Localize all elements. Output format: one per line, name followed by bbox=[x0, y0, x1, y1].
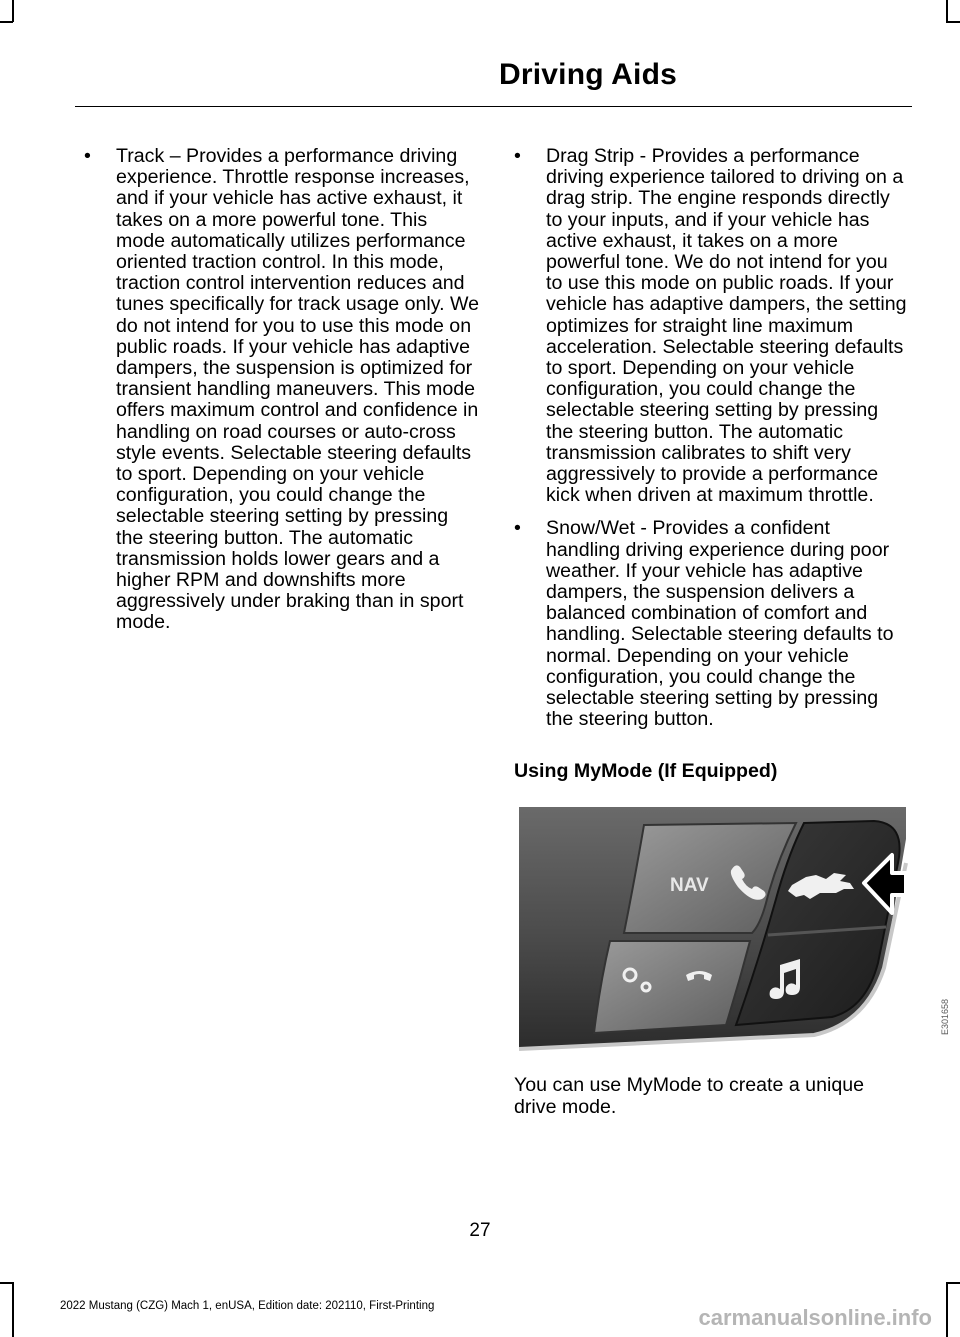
watermark: carmanualsonline.info bbox=[698, 1305, 932, 1330]
bullet-text: Snow/Wet - Provides a confident handling driving experience during poor weather. If your vehicle has adaptive dampers, the suspension delivers a balanced combination of comfort and handling. Selectable steering defaults to normal. Depending on your vehicle configuration, you could change the selectable steering setting by pressing the steering button. bbox=[546, 517, 894, 731]
left-column bbox=[84, 146, 479, 646]
header-divider bbox=[75, 106, 912, 107]
right-bullet-list bbox=[514, 146, 909, 730]
mymode-paragraph: You can use MyMode to create a unique drive mode. bbox=[514, 1074, 865, 1118]
nav-label: NAV bbox=[670, 875, 709, 897]
bullet-text: Drag Strip - Provides a performance driving experience tailored to driving on a drag strip. The engine responds directly to your inputs, and if your vehicle has active exhaust, it takes on a more powerful tone. We do not intend for you to use this mode on public roads. If your vehicle has adaptive dampers, the setting optimizes for straight line maximum acceleration. Selectable steering defaults to sport. Depending on your vehicle configuration, you could change the selectable steering setting by pressing the steering button. The automatic transmission calibrates to shift very aggressively to provide a performance kick when driven at maximum throttle. bbox=[546, 145, 907, 507]
steering-wheel-controls-figure bbox=[514, 803, 950, 1053]
crop-mark-bottom-left-h bbox=[0, 1282, 13, 1284]
bullet-drag-strip bbox=[514, 146, 909, 506]
page-number: 27 bbox=[469, 1220, 491, 1241]
figure-code: E301658 bbox=[940, 999, 950, 1036]
crop-mark-bottom-left-v bbox=[12, 1282, 14, 1337]
bullet-marker: • bbox=[514, 145, 521, 167]
footer-edition: 2022 Mustang (CZG) Mach 1, enUSA, Edition date: 202110, First-Printing bbox=[60, 1300, 435, 1312]
crop-mark-top-left-v bbox=[12, 0, 14, 22]
crop-mark-bottom-right-v bbox=[946, 1282, 948, 1337]
bullet-snow-wet bbox=[514, 518, 909, 730]
bullet-text: Track – Provides a performance driving experience. Throttle response increases, and if your vehicle has active exhaust, it takes on a more powerful tone. This mode automatically utilizes performance oriented traction control. In this mode, traction control intervention reduces and tunes specifically for track usage only. We do not intend for you to use this mode on public roads. If your vehicle has adaptive dampers, the suspension is optimized for transient handling maneuvers. This mode offers maximum control and confidence in handling on road courses or auto-cross style events. Selectable steering defaults to sport. Depending on your vehicle configuration, you could change the selectable steering setting by pressing the steering button. The automatic transmission holds lower gears and a higher RPM and downshifts more aggressively under braking than in sport mode. bbox=[116, 145, 480, 634]
bullet-marker: • bbox=[84, 145, 91, 167]
section-heading-mymode: Using MyMode (If Equipped) bbox=[514, 760, 778, 783]
crop-mark-top-left-h bbox=[0, 21, 13, 23]
crop-mark-bottom-right-h bbox=[946, 1282, 960, 1284]
bullet-track bbox=[84, 146, 479, 634]
right-column bbox=[514, 145, 950, 1137]
left-bullet-list bbox=[84, 146, 479, 634]
settings-hangup-button bbox=[594, 941, 750, 1033]
steering-controls-illustration bbox=[514, 803, 950, 1053]
crop-mark-top-right-v bbox=[946, 0, 948, 22]
crop-mark-top-right-h bbox=[946, 21, 960, 23]
page-title: Driving Aids bbox=[499, 58, 677, 91]
bullet-marker: • bbox=[514, 517, 521, 540]
